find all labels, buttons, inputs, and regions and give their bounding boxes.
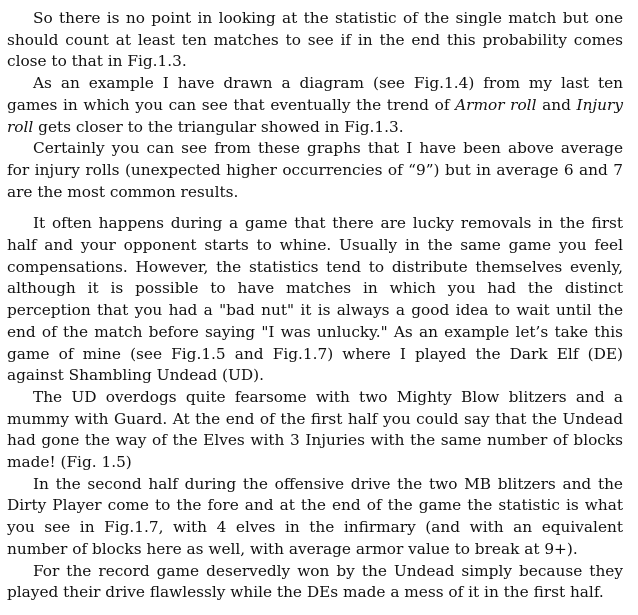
paragraph (7, 474, 623, 561)
paragraph-text: The UD overdogs quite fearsome with two Mighty Blow blitzers and a mummy with Guard. At the end of the first half you could say that the Undead had gone the way of the Elves with 3 Injuries with the same number of blocks made! (Fig. 1.5) (7, 387, 623, 472)
paragraph-text: gets closer to the triangular showed in Fig.1.3. (33, 117, 404, 136)
paragraph (7, 561, 623, 604)
document-page (7, 8, 623, 604)
paragraph (7, 387, 623, 474)
paragraph-text: Certainly you can see from these graphs that I have been above average for injury rolls (unexpected higher occurrencies of “9”) but in average 6 and 7 are the most common results. (7, 139, 623, 201)
paragraph-text: As an example I have drawn a diagram (see Fig.1.4) from my last ten games in which you can see that eventually the trend of (7, 74, 623, 114)
paragraph (7, 8, 623, 73)
paragraph (7, 213, 623, 387)
paragraph-text: So there is no point in looking at the statistic of the single match but one should count at least ten matches to see if in the end this probability comes close to that in Fig.1.3. (7, 9, 623, 71)
paragraph-text: It often happens during a game that there are lucky removals in the first half and your opponent starts to whine. Usually in the same game you feel compensations. However, the statistics tend to distribute themselves evenly, although it is possible to have matches in which you had the distinct perception that you had a "bad nut" it is always a good idea to wait until the end of the match before saying "I was unlucky." As an example let’s take this game of mine (see Fig.1.5 and Fig.1.7) where I played the Dark Elf (DE) against Shambling Undead (UD). (7, 214, 623, 385)
paragraph-text: and (536, 95, 577, 114)
paragraph-text: For the record game deservedly won by the Undead simply because they played their drive flawlessly while the DEs made a mess of it in the first half. (7, 561, 623, 602)
paragraph (7, 73, 623, 138)
term-armor-roll: Armor roll (455, 95, 537, 114)
term-injury-roll: Injury roll (7, 95, 623, 136)
paragraph-gap (7, 203, 623, 213)
paragraph-text: In the second half during the offensive drive the two MB blitzers and the Dirty Player come to the fore and at the end of the game the statistic is what you see in Fig.1.7, with 4 elves in the infirmary (and with an equivalent number of blocks here as well, with average armor value to break at 9+). (7, 474, 623, 558)
paragraph (7, 138, 623, 203)
